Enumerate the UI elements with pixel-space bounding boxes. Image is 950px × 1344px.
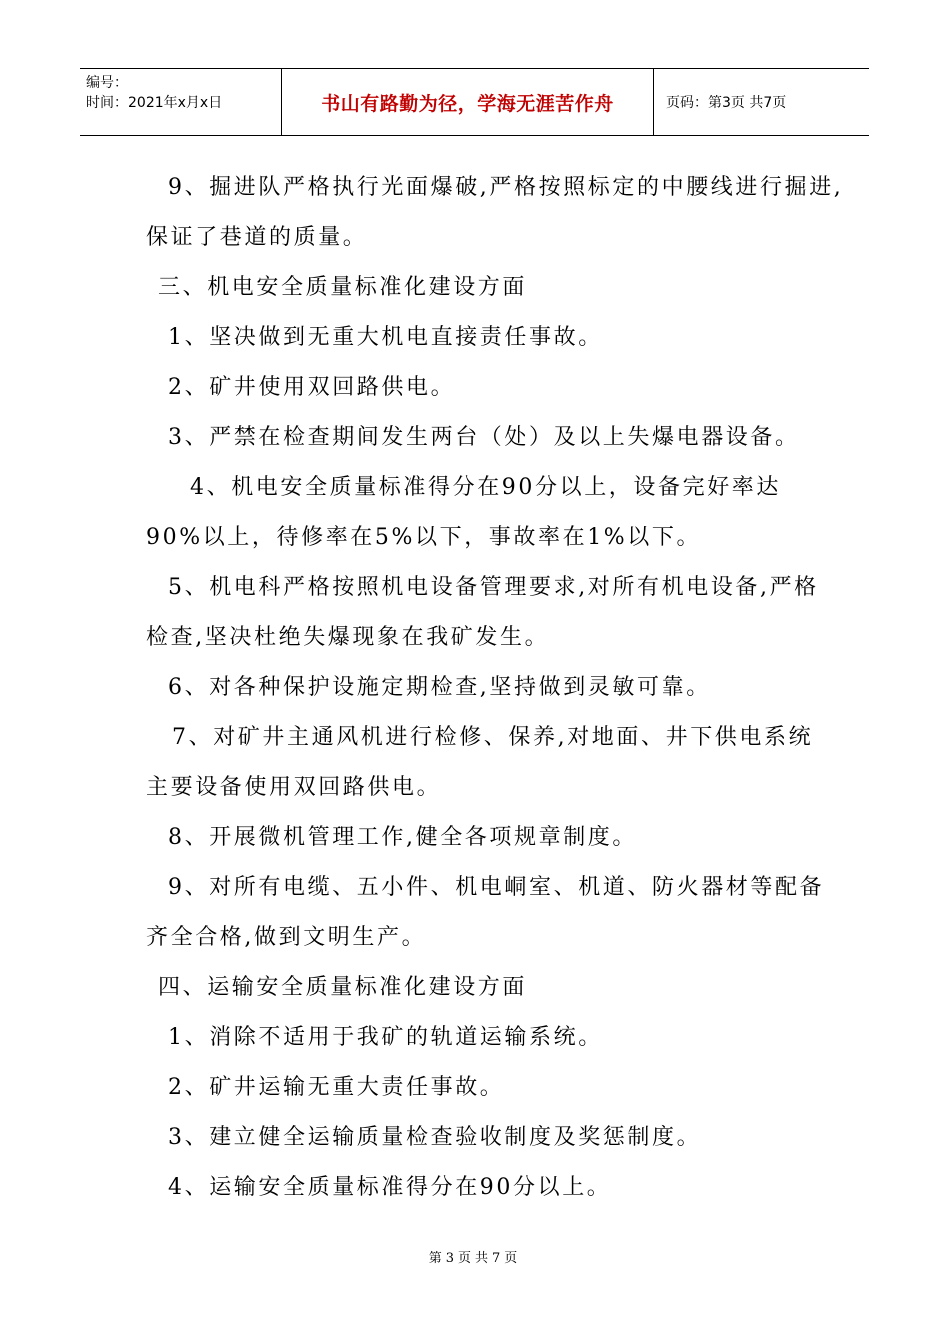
- paragraph-line: 2、矿井使用双回路供电。: [168, 375, 456, 400]
- paragraph-line: 90%以上，待修率在5%以下，事故率在1%以下。: [146, 525, 702, 550]
- paragraph-line: 9、掘进队严格执行光面爆破,严格按照标定的中腰线进行掘进,: [168, 175, 844, 200]
- document-number-label: 编号：: [86, 75, 128, 91]
- paragraph-line: 5、机电科严格按照机电设备管理要求,对所有机电设备,严格: [168, 575, 819, 600]
- paragraph-line: 检查,坚决杜绝失爆现象在我矿发生。: [146, 625, 550, 650]
- header-motto-cell: [282, 69, 654, 135]
- paragraph-line: 3、严禁在检查期间发生两台（处）及以上失爆电器设备。: [168, 425, 800, 450]
- paragraph-line: 齐全合格,做到文明生产。: [146, 925, 427, 950]
- section-heading: 四、运输安全质量标准化建设方面: [158, 975, 528, 1000]
- paragraph-line: 9、对所有电缆、五小件、机电峒室、机道、防火器材等配备: [168, 875, 825, 900]
- page-header: [80, 68, 869, 136]
- header-meta-cell: [80, 69, 282, 135]
- header-page-info: 页码：第3页 共7页: [666, 95, 787, 111]
- paragraph-line: 8、开展微机管理工作,健全各项规章制度。: [168, 825, 637, 850]
- paragraph-line: 1、消除不适用于我矿的轨道运输系统。: [168, 1025, 603, 1050]
- paragraph-line: 1、坚决做到无重大机电直接责任事故。: [168, 325, 603, 350]
- document-time-label: 时间：2021年x月x日: [86, 95, 223, 111]
- paragraph-line: 主要设备使用双回路供电。: [146, 775, 442, 800]
- header-motto: 书山有路勤为径，学海无涯苦作舟: [321, 92, 614, 115]
- paragraph-line: 4、运输安全质量标准得分在90分以上。: [168, 1175, 612, 1200]
- paragraph-line: 6、对各种保护设施定期检查,坚持做到灵敏可靠。: [168, 675, 711, 700]
- paragraph-line: 保证了巷道的质量。: [146, 225, 368, 250]
- paragraph-line: 7、对矿井主通风机进行检修、保养,对地面、井下供电系统: [172, 725, 814, 750]
- page-footer: 第3页共7页: [428, 1251, 522, 1266]
- paragraph-line: 2、矿井运输无重大责任事故。: [168, 1075, 505, 1100]
- paragraph-line: 3、建立健全运输质量检查验收制度及奖惩制度。: [168, 1125, 702, 1150]
- paragraph-line: 4、机电安全质量标准得分在90分以上，设备完好率达: [190, 475, 781, 500]
- header-page-cell: [654, 69, 869, 135]
- section-heading: 三、机电安全质量标准化建设方面: [158, 275, 528, 300]
